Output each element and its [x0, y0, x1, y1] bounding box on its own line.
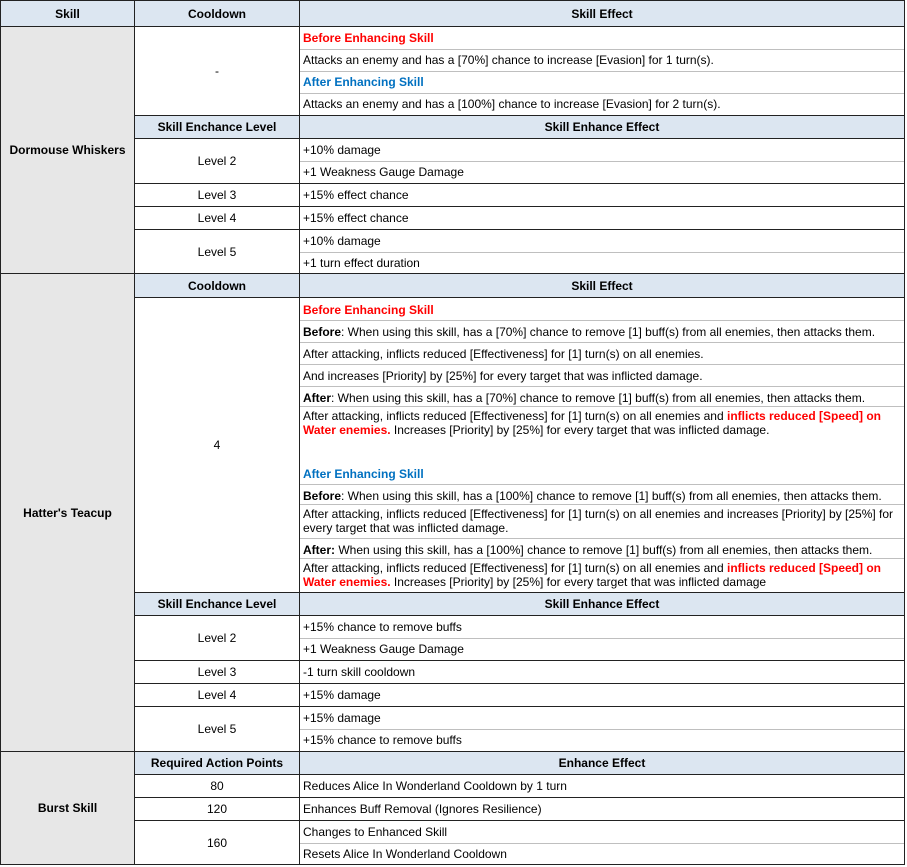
after-label: After	[303, 391, 332, 405]
header-label: Cooldown	[188, 278, 246, 293]
level-cell	[134, 206, 300, 230]
level-label: Level 5	[197, 722, 237, 736]
level-effect: +1 Weakness Gauge Damage	[303, 165, 464, 179]
cooldown-dormouse	[134, 26, 300, 116]
header-cooldown	[134, 0, 300, 27]
level-label: Level 3	[197, 665, 237, 679]
water-speed-highlight: inflicts reduced [Speed] on Water enemies.	[303, 561, 882, 589]
effect-text: Increases [Priority] by [25%] for every target that was inflicted damage	[390, 575, 767, 589]
burst-effect: Changes to Enhanced Skill	[303, 825, 448, 839]
level-cell	[134, 615, 300, 661]
header-label: Skill Enhance Effect	[544, 597, 660, 611]
level-effect: +15% damage	[303, 711, 381, 725]
effect-text: When using this skill, has a [100%] chance to remove [1] buff(s) from all enemies, then attacks them.	[335, 543, 873, 557]
skill-effect-hatters-teacup	[299, 297, 905, 593]
effect-line	[303, 489, 901, 503]
header-label: Skill Enchance Level	[157, 597, 277, 611]
effect-line	[303, 325, 901, 339]
level-label: Level 4	[197, 688, 237, 702]
level-effect-cell	[299, 229, 905, 274]
level-cell	[134, 183, 300, 207]
header-cooldown-label: Cooldown	[188, 6, 246, 21]
effect-line: After attacking, inflicts reduced [Effectiveness] for [1] turn(s) on all enemies.	[303, 347, 704, 361]
header-label: Skill Enhance Effect	[544, 120, 660, 134]
water-speed-highlight: inflicts reduced [Speed] on Water enemies.	[303, 409, 882, 437]
effect-line: Attacks an enemy and has a [70%] chance to increase [Evasion] for 1 turn(s).	[303, 53, 714, 67]
skill-effect-dormouse	[299, 26, 905, 116]
header-label: Skill Enchance Level	[157, 120, 277, 134]
effect-line: Attacks an enemy and has a [100%] chance to increase [Evasion] for 2 turn(s).	[303, 97, 721, 111]
after-enhancing-heading: After Enhancing Skill	[303, 467, 424, 481]
effect-text: : When using this skill, has a [100%] chance to remove [1] buff(s) from all enemies, then attacks them.	[341, 489, 882, 503]
before-enhancing-heading: Before Enhancing Skill	[303, 303, 434, 317]
header-burst-enhance-effect	[299, 751, 905, 775]
skill-name-label: Hatter's Teacup	[23, 505, 112, 520]
burst-effect: Reduces Alice In Wonderland Cooldown by 1 turn	[303, 779, 567, 793]
effect-line	[303, 391, 901, 405]
level-effect: +15% effect chance	[303, 188, 409, 202]
level-effect: +1 turn effect duration	[303, 256, 420, 270]
level-effect-cell	[299, 706, 905, 752]
skill-name-burst	[0, 751, 135, 865]
skill-name-dormouse	[0, 26, 135, 274]
ap-value: 160	[206, 835, 228, 850]
after-label: After:	[303, 543, 335, 557]
burst-effect: Enhances Buff Removal (Ignores Resilience)	[303, 802, 542, 816]
effect-text: After attacking, inflicts reduced [Effectiveness] for [1] turn(s) on all enemies and	[303, 561, 727, 575]
effect-line	[303, 543, 901, 557]
effect-text: After attacking, inflicts reduced [Effectiveness] for [1] turn(s) on all enemies and	[303, 409, 727, 423]
level-effect: +1 Weakness Gauge Damage	[303, 642, 464, 656]
level-label: Level 2	[197, 154, 237, 168]
burst-effect-cell	[299, 820, 905, 865]
header-label: Enhance Effect	[558, 756, 646, 770]
level-cell	[134, 706, 300, 752]
level-effect: +15% chance to remove buffs	[303, 733, 462, 747]
ap-cell	[134, 820, 300, 865]
ap-cell	[134, 797, 300, 821]
level-effect-cell	[299, 660, 905, 684]
level-effect: +15% chance to remove buffs	[303, 620, 462, 634]
level-effect-cell	[299, 206, 905, 230]
ap-cell	[134, 774, 300, 798]
header-enhance-level	[134, 592, 300, 616]
cooldown-value: -	[215, 64, 219, 78]
level-cell	[134, 660, 300, 684]
header-skill	[0, 0, 135, 27]
effect-text: : When using this skill, has a [70%] chance to remove [1] buff(s) from all enemies, then attacks them.	[341, 325, 876, 339]
level-effect: +10% damage	[303, 234, 381, 248]
header-required-ap	[134, 751, 300, 775]
header-enhance-effect	[299, 115, 905, 139]
effect-line: And increases [Priority] by [25%] for every target that was inflicted damage.	[303, 369, 703, 383]
header-label: Skill Effect	[571, 278, 633, 293]
ap-value: 80	[210, 779, 224, 793]
header-enhance-level	[134, 115, 300, 139]
level-effect-cell	[299, 138, 905, 184]
burst-effect-cell	[299, 797, 905, 821]
level-label: Level 3	[197, 188, 237, 202]
level-label: Level 2	[197, 631, 237, 645]
header-label: Required Action Points	[150, 756, 284, 770]
skill-name-hatters-teacup	[0, 273, 135, 752]
effect-text: : When using this skill, has a [70%] chance to remove [1] buff(s) from all enemies, then attacks them.	[331, 391, 866, 405]
level-effect: +15% damage	[303, 688, 381, 702]
cooldown-hatters-teacup	[134, 297, 300, 593]
after-enhancing-heading: After Enhancing Skill	[303, 75, 424, 89]
skill-name-label: Burst Skill	[37, 801, 98, 815]
before-label: Before	[303, 489, 342, 503]
header-cooldown	[134, 273, 300, 298]
level-effect: +15% effect chance	[303, 211, 409, 225]
cooldown-value: 4	[213, 438, 221, 452]
level-label: Level 4	[197, 211, 237, 225]
burst-effect: Resets Alice In Wonderland Cooldown	[303, 847, 507, 861]
level-cell	[134, 683, 300, 707]
level-cell	[134, 138, 300, 184]
effect-line	[303, 409, 901, 437]
skill-name-label: Dormouse Whiskers	[9, 143, 126, 157]
effect-line: After attacking, inflicts reduced [Effectiveness] for [1] turn(s) on all enemies and increases [Priority] by [25%] for every target that was inflicted damage.	[303, 507, 894, 535]
level-effect-cell	[299, 683, 905, 707]
level-effect: +10% damage	[303, 143, 381, 157]
level-cell	[134, 229, 300, 274]
effect-line	[303, 561, 901, 589]
effect-text: Increases [Priority] by [25%] for every target that was inflicted damage.	[390, 423, 770, 437]
before-enhancing-heading: Before Enhancing Skill	[303, 31, 434, 45]
ap-value: 120	[206, 802, 228, 816]
header-skill-effect	[299, 273, 905, 298]
burst-effect-cell	[299, 774, 905, 798]
level-label: Level 5	[197, 244, 237, 259]
header-skill-effect-label: Skill Effect	[571, 6, 633, 21]
before-label: Before	[303, 325, 342, 339]
header-skill-label: Skill	[55, 6, 80, 21]
header-skill-effect	[299, 0, 905, 27]
level-effect: -1 turn skill cooldown	[303, 665, 416, 679]
level-effect-cell	[299, 183, 905, 207]
level-effect-cell	[299, 615, 905, 661]
header-enhance-effect	[299, 592, 905, 616]
